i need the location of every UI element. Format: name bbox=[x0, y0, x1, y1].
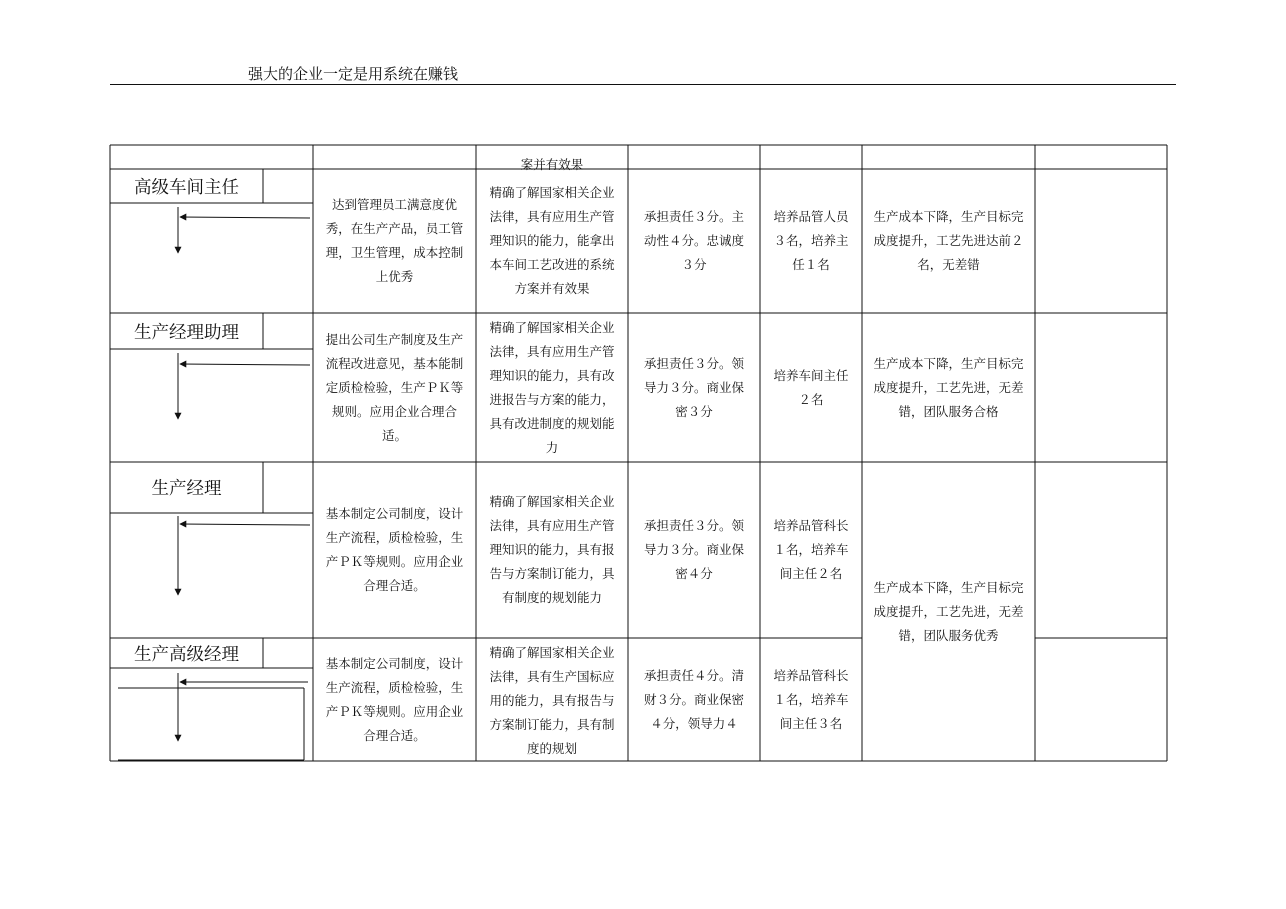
requirements-cell bbox=[313, 638, 476, 761]
abilities-text: 精确了解国家相关企业法律，具有应用生产管理知识的能力，能拿出本车间工艺改进的系统方案并有效果 bbox=[489, 185, 615, 296]
position-title: 生产经理助理 bbox=[134, 322, 239, 343]
overflow-text: 案并有效果 bbox=[520, 157, 584, 172]
scores-cell bbox=[628, 638, 760, 761]
abilities-cell bbox=[476, 462, 628, 638]
scores-text: 承担责任４分。清财３分。商业保密４分，领导力４ bbox=[643, 667, 744, 731]
position-title: 生产高级经理 bbox=[134, 644, 239, 665]
header-rule bbox=[110, 84, 1176, 85]
scores-cell bbox=[628, 462, 760, 638]
performance-text: 生产成本下降，生产目标完成度提升，工艺先进，无差错，团队服务优秀 bbox=[873, 579, 1024, 643]
training-text: 培养车间主任２名 bbox=[773, 367, 849, 407]
training-cell bbox=[760, 638, 862, 761]
requirements-text: 基本制定公司制度，设计生产流程，质检检验，生产ＰＫ等规则。应用企业合理合适。 bbox=[325, 506, 464, 593]
abilities-text: 精确了解国家相关企业法律，具有应用生产管理知识的能力，具有报告与方案制订能力，具有制度的规划能力 bbox=[489, 494, 615, 605]
training-text: 培养品管人员３名，培养主任１名 bbox=[773, 209, 849, 272]
training-cell bbox=[760, 313, 862, 462]
abilities-text: 精确了解国家相关企业法律，具有生产国标应用的能力，具有报告与方案制订能力，具有制度的规划 bbox=[489, 645, 615, 756]
abilities-cell bbox=[476, 638, 628, 761]
requirements-cell bbox=[313, 313, 476, 462]
requirements-text: 达到管理员工满意度优秀，在生产产品，员工管理，卫生管理，成本控制上优秀 bbox=[325, 197, 464, 284]
requirements-cell bbox=[313, 462, 476, 638]
abilities-cell bbox=[476, 169, 628, 313]
scores-text: 承担责任３分。主动性４分。忠诚度３分 bbox=[643, 209, 744, 272]
position-title: 生产经理 bbox=[151, 479, 222, 499]
training-cell bbox=[760, 462, 862, 638]
performance-cell bbox=[862, 169, 1035, 313]
abilities-text: 精确了解国家相关企业法律，具有应用生产管理知识的能力，具有改进报告与方案的能力，具有改进制度的规划能力 bbox=[489, 319, 615, 455]
requirements-text: 提出公司生产制度及生产流程改进意见，基本能制定质检检验，生产ＰＫ等规则。应用企业合理合适。 bbox=[325, 331, 464, 443]
abilities-cell bbox=[476, 313, 628, 462]
scores-text: 承担责任３分。领导力３分。商业保密４分 bbox=[643, 518, 744, 581]
performance-text: 生产成本下降，生产目标完成度提升，工艺先进达前２名，无差错 bbox=[873, 209, 1024, 272]
requirements-text: 基本制定公司制度，设计生产流程，质检检验，生产ＰＫ等规则。应用企业合理合适。 bbox=[325, 655, 464, 743]
scores-cell bbox=[628, 313, 760, 462]
requirements-cell bbox=[313, 169, 476, 313]
page-header-title: 强大的企业一定是用系统在赚钱 bbox=[248, 65, 459, 83]
scores-cell bbox=[628, 169, 760, 313]
training-cell bbox=[760, 169, 862, 313]
training-text: 培养品管科长１名，培养车间主任２名 bbox=[773, 518, 849, 581]
performance-cell bbox=[862, 313, 1035, 462]
performance-text: 生产成本下降，生产目标完成度提升，工艺先进，无差错，团队服务合格 bbox=[873, 355, 1024, 419]
training-text: 培养品管科长１名，培养车间主任３名 bbox=[773, 667, 849, 731]
scores-text: 承担责任３分。领导力３分。商业保密３分 bbox=[643, 355, 744, 419]
performance-cell-merged bbox=[862, 462, 1035, 761]
position-title: 高级车间主任 bbox=[134, 177, 239, 198]
